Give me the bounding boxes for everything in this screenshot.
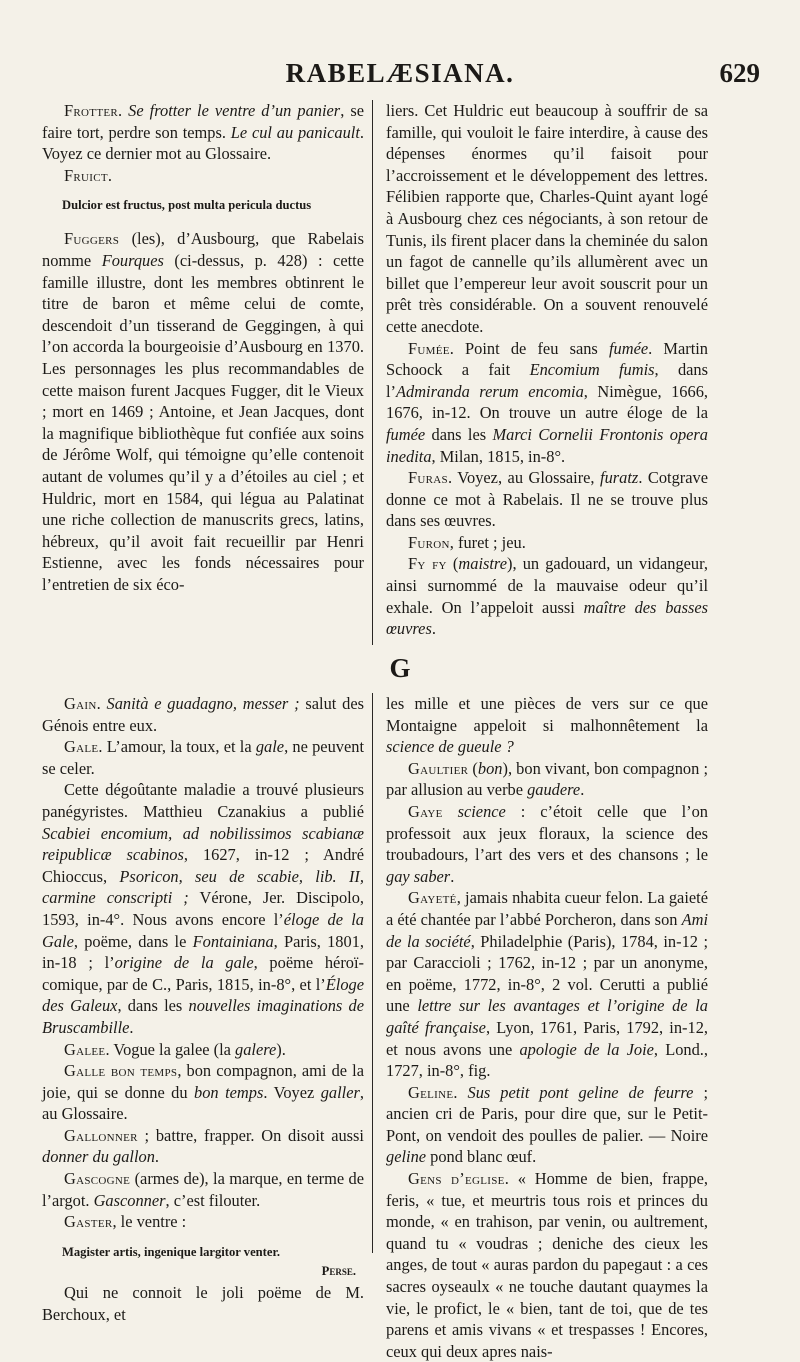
entry-italic: galler bbox=[320, 1082, 360, 1102]
entry-italic: bon temps bbox=[194, 1082, 264, 1102]
entry-head: Geline bbox=[408, 1082, 454, 1102]
top-left-column bbox=[42, 100, 364, 595]
entry-head: Gascogne bbox=[64, 1169, 131, 1189]
entry-text: , jamais nhabita cueur felon. La gaieté a été chantée par l’abbé Porcheron, dans son bbox=[386, 888, 708, 929]
entry-italic: science de gueule ? bbox=[386, 737, 514, 757]
entry-text: . bbox=[431, 619, 436, 639]
entry-text: , Nimègue, 1666, 1676, in-12. On trouve un autre éloge de la bbox=[386, 381, 708, 423]
entry-text: Cette dégoûtante maladie a trouvé plusieurs panégyristes. Matthieu Czanakius a publié bbox=[42, 780, 364, 821]
entry-text: (ci-dessus, p. 428) : cette famille illustre, dont les membres obtinrent le titre de baron et même celui de comte, descendoit d’un tisserand de Geggingen, à qui l’on accorda la bourgeoisie d’Ausbourg en 1370. Les personnages les plus recommandables de cette maison furent Jacques Fugger, dit le Vieux ; mort en 1469 ; Antoine, et Jean Jacques, dont la magnifique bibliothèque fut confiée aux soins de Jérôme Wolf, qui témoigne qu’elle contenoit autant de volumes qu’il y a d’étoiles au ciel ; et Huldric, mort en 1584, qui légua au Palatinat une riche collection de manuscrits grecs, latins, hébreux, qu’il avoit fait recueillir par Henri Estienne, avec les fonds nécessaires pour l’entretien de six éco- bbox=[42, 250, 364, 594]
entry-text: . Vogue la galee (la bbox=[105, 1039, 236, 1059]
entry-italic: geline bbox=[386, 1147, 427, 1167]
entry-gale-commentary bbox=[42, 779, 364, 1038]
entry-head: Gallonner bbox=[64, 1125, 138, 1145]
entry-text: salut des Génois entre eux. bbox=[42, 694, 364, 735]
entry-italic: Scabiei encomium, ad nobilissimos scabianæ reipublicæ scabinos bbox=[42, 823, 364, 865]
quote-attribution: Perse. bbox=[321, 1263, 356, 1278]
entry-italic: gaudere bbox=[527, 780, 581, 800]
entry-geline bbox=[386, 1082, 708, 1168]
entry-italic: galere bbox=[235, 1039, 277, 1059]
entry-text bbox=[443, 802, 458, 821]
entry-head: Fruict bbox=[64, 165, 108, 185]
entry-fy-fy bbox=[386, 553, 708, 639]
entry-italic: bon bbox=[477, 758, 503, 778]
latin-quote: Dulcior est fructus, post multa pericula ductus bbox=[62, 198, 312, 213]
entry-italic: furatz bbox=[600, 468, 639, 488]
entry-italic: apologie de la Joie bbox=[519, 1039, 654, 1059]
entry-text: , poëme héroï-comique, par de C., Paris, 1815, in-8°, et l’ bbox=[42, 953, 364, 994]
entry-italic: Fourques bbox=[101, 250, 164, 270]
entry-head: Fumée bbox=[408, 338, 450, 358]
entry-head: Galee bbox=[64, 1039, 106, 1059]
entry-text: : c’étoit celle que l’on professoit aux jeux floraux, la science des troubadours, l’art des vers et des chansons ; le bbox=[386, 801, 708, 865]
entry-text: , au Glossaire. bbox=[42, 1082, 364, 1124]
entry-text: , Philadelphie (Paris), 1784, in-12 ; par Caraccioli ; 1762, in-12 ; par un anonyme, en poëme, 1772, in-8°, 2 vol. Cerutti a publié une bbox=[386, 931, 708, 1016]
entry-head: Fuggers bbox=[64, 229, 120, 249]
entry-text: , dans l’ bbox=[386, 360, 708, 401]
entry-text: . bbox=[450, 866, 455, 886]
entry-italic: Ami de la société bbox=[386, 909, 708, 951]
entry-text: , le ventre : bbox=[112, 1212, 187, 1232]
entry-italic: Encomium fumis bbox=[529, 360, 655, 380]
entry-text: . Voyez bbox=[263, 1082, 321, 1102]
entry-text: . bbox=[453, 1082, 468, 1102]
entry-italic: lettre sur les avantages et l’origine de la gaîté française bbox=[386, 996, 708, 1037]
bottom-left-column bbox=[42, 693, 364, 1326]
entry-text: , Milan, 1815, in-8°. bbox=[431, 446, 566, 466]
entry-head: Gayeté bbox=[408, 888, 457, 908]
running-title: RABELÆSIANA. bbox=[285, 58, 515, 88]
entry-frotter bbox=[42, 100, 364, 165]
entry-fumee bbox=[386, 338, 708, 468]
entry-text: ; battre, frapper. On disoit aussi bbox=[137, 1125, 364, 1145]
entry-text: , c’est filouter. bbox=[165, 1190, 261, 1210]
entry-italic: fumée bbox=[608, 338, 649, 358]
entry-text: . bbox=[129, 1017, 134, 1037]
entry-text: ; ancien cri de Paris, pour dire que, sur le Petit-Pont, on vendoit des poulles de palier. — Noire bbox=[386, 1082, 708, 1145]
entry-head: Gaye bbox=[408, 801, 443, 821]
entry-text: , bon compagnon, ami de la joie, qui se donne du bbox=[42, 1061, 364, 1102]
page-number: 629 bbox=[719, 58, 760, 88]
entry-text: ). bbox=[276, 1039, 286, 1059]
entry-italic: Sus petit pont geline de feurre bbox=[467, 1082, 694, 1102]
column-divider-bottom bbox=[372, 693, 373, 1253]
entry-italic: Admiranda rerum encomia bbox=[396, 381, 584, 401]
entry-head: Furas bbox=[408, 468, 448, 488]
entry-italic: gay saber bbox=[386, 866, 451, 886]
entry-head: Gens d’eglise bbox=[408, 1169, 505, 1189]
latin-quote: Magister artis, ingenique largitor venter. bbox=[62, 1244, 281, 1259]
entry-gens-deglise bbox=[386, 1168, 708, 1362]
section-letter: G bbox=[389, 653, 411, 683]
entry-head: Gale bbox=[64, 737, 99, 757]
entry-gale bbox=[42, 736, 364, 779]
entry-italic: Le cul au panicault bbox=[230, 122, 360, 142]
entry-continuation bbox=[386, 100, 708, 338]
entry-head: Frotter bbox=[64, 101, 118, 120]
entry-text: ( bbox=[468, 758, 478, 778]
entry-text: ), un gadouard, un vidangeur, ainsi surnommé de la mauvaise odeur qu’il exhale. On l’appeloit aussi bbox=[386, 554, 709, 617]
entry-gaster-continued bbox=[42, 1282, 364, 1325]
entry-furon bbox=[386, 532, 708, 554]
entry-italic: nouvelles imaginations de Bruscambille bbox=[42, 996, 364, 1037]
entry-text: ), bon vivant, bon compagnon ; par allusion au verbe bbox=[386, 758, 708, 800]
entry-text: , dans les bbox=[117, 996, 189, 1016]
entry-text: , furet ; jeu. bbox=[449, 532, 526, 552]
entry-gaster bbox=[42, 1211, 364, 1233]
entry-text: les mille et une pièces de vers sur ce que Montaigne appeloit si malhonnêtement la bbox=[386, 694, 708, 735]
entry-gaye bbox=[386, 801, 708, 887]
entry-head: Gain bbox=[64, 694, 97, 713]
entry-head: Gaster bbox=[64, 1212, 113, 1232]
entry-galee bbox=[42, 1039, 364, 1061]
entry-head: Gaultier bbox=[408, 758, 469, 778]
entry-gascogne bbox=[42, 1168, 364, 1211]
entry-galle-bon-temps bbox=[42, 1060, 364, 1125]
entry-gayete bbox=[386, 887, 708, 1081]
entry-text: , Paris, 1801, in-18 ; l’ bbox=[42, 931, 364, 973]
entry-text: , poëme, dans le bbox=[73, 931, 193, 951]
entry-italic: éloge de la Gale bbox=[42, 909, 364, 951]
entry-text: . bbox=[96, 694, 107, 713]
entry-text: Qui ne connoit le joli poëme de M. Berchoux, et bbox=[42, 1283, 364, 1325]
entry-gallonner bbox=[42, 1125, 364, 1168]
entry-text: dans les bbox=[425, 424, 493, 444]
entry-text: , Lond., 1727, in-8°, fig. bbox=[386, 1039, 709, 1081]
column-divider-top bbox=[372, 100, 373, 645]
entry-text: Vérone, Jer. Discipolo, 1593, in-4°. Nous avons encore l’ bbox=[42, 888, 364, 929]
entry-text: . bbox=[107, 165, 113, 185]
entry-italic: origine de la gale bbox=[114, 953, 254, 973]
entry-italic: fumée bbox=[386, 424, 426, 444]
bottom-right-column bbox=[386, 693, 708, 1362]
entry-italic: science bbox=[457, 801, 506, 821]
entry-text: . bbox=[118, 101, 129, 120]
entry-text: , 1627, in-12 ; André Chioccus, bbox=[42, 845, 364, 886]
entry-fuggers bbox=[42, 228, 364, 595]
entry-text: liers. Cet Huldric eut beaucoup à souffrir de sa famille, qui vouloit le faire interdire, à cause des dépenses énormes qu’il faisoit pour l’accroissement et le développement des lettres. Félibien rapporte que, Charles-Quint ayant logé à Ausbourg chez ces négociants, à son retour de Tunis, ils firent placer dans la cheminée du salon un fagot de cannelle qu’ils allumèrent avec un billet que l’empereur leur avoit souscrit pour un prêt très considérable. On a souvent renouvelé cette anecdote. bbox=[386, 101, 708, 336]
entry-italic: Psoricon, seu de scabie, lib. II, carmine conscripti ; bbox=[42, 866, 364, 908]
entry-text: (les), d’Ausbourg, que Rabelais nomme bbox=[42, 229, 364, 270]
entry-gain bbox=[42, 693, 364, 736]
entry-italic: maistre bbox=[458, 554, 507, 574]
page-header bbox=[40, 58, 760, 92]
entry-text: , ne peuvent se celer. bbox=[42, 737, 364, 778]
entry-italic: donner du gallon bbox=[42, 1147, 155, 1167]
entry-furas bbox=[386, 467, 708, 532]
top-right-column bbox=[386, 100, 708, 640]
entry-text: . bbox=[154, 1147, 160, 1167]
entry-text: ( bbox=[446, 554, 459, 574]
entry-italic: Éloge des Galeux bbox=[42, 974, 364, 1016]
entry-italic: Sanità e guadagno, messer ; bbox=[106, 694, 300, 713]
entry-text: . Martin Schoock a fait bbox=[386, 338, 709, 380]
entry-text: . « Homme de bien, frappe, feris, « tue, et meurtris tous rois et princes du monde, « en trahison, par venin, ou aultrement, quand tu « voudras ; deniche des cieux les anges, de tout « auras pardon du papegaut : a ces sacres oyseaulx « ne touche dautant quaymes la vie, le profict, le « bien, tant de toi, que de tes parens et amis vivans « et trespasses ! Encores, ceux qui deux apres nais- bbox=[386, 1169, 708, 1361]
entry-italic: Marci Cornelii Frontonis opera inedita bbox=[386, 424, 709, 466]
entry-italic: gale bbox=[255, 737, 285, 757]
entry-fruict bbox=[42, 165, 364, 187]
entry-text: . L’amour, la toux, et la bbox=[98, 737, 256, 757]
entry-text: . Point de feu sans bbox=[449, 338, 609, 358]
entry-text: pond blanc œuf. bbox=[426, 1147, 537, 1167]
entry-continuation bbox=[386, 693, 708, 758]
entry-italic: Gasconner bbox=[93, 1190, 166, 1210]
entry-head: Fy fy bbox=[408, 554, 447, 574]
entry-text: , se faire tort, perdre son temps. bbox=[42, 101, 364, 142]
entry-gaultier bbox=[386, 758, 708, 801]
entry-text: (armes de), la marque, en terme de l’argot. bbox=[42, 1169, 364, 1210]
entry-text: , Lyon, 1761, Paris, 1792, in-12, et nous avons une bbox=[386, 1017, 709, 1059]
entry-italic: Fontainiana bbox=[192, 931, 274, 951]
entry-text: . Voyez, au Glossaire, bbox=[447, 468, 601, 488]
entry-text: . Cotgrave donne ce mot à Rabelais. Il ne se trouve plus dans ses œuvres. bbox=[386, 468, 708, 531]
entry-text: . bbox=[580, 780, 585, 800]
entry-italic: Se frotter le ventre d’un panier bbox=[128, 101, 341, 120]
entry-head: Furon bbox=[408, 532, 450, 552]
entry-text: . Voyez ce dernier mot au Glossaire. bbox=[42, 122, 364, 164]
entry-head: Galle bon temps bbox=[64, 1061, 178, 1081]
entry-italic: maître des basses œuvres bbox=[386, 597, 708, 639]
